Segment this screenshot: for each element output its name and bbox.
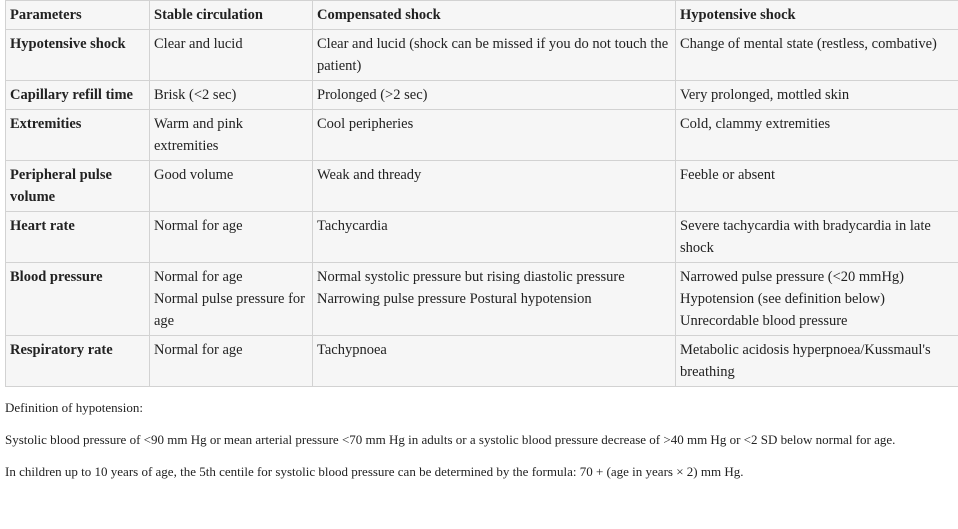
cell-line: Change of mental state (restless, combative): [680, 36, 937, 52]
cell-line: Brisk (<2 sec): [154, 87, 237, 103]
cell-line: Cool peripheries: [317, 116, 414, 132]
table-row: [6, 30, 958, 81]
cell-line: Warm and pink extremities: [154, 116, 244, 154]
hypotensive-shock-cell: [676, 212, 958, 263]
compensated-shock-cell: [313, 161, 676, 212]
cell-line: Clear and lucid (shock can be missed if you do not touch the patient): [317, 36, 669, 74]
column-header-parameters: Parameters: [6, 1, 150, 30]
table-row: [6, 263, 958, 336]
cell-line: Severe tachycardia with bradycardia in late shock: [680, 218, 931, 256]
content-wrapper: [5, 0, 958, 483]
table-row: [6, 212, 958, 263]
table-row: [6, 161, 958, 212]
cell-line: Tachypnoea: [317, 342, 387, 358]
compensated-shock-cell: [313, 110, 676, 161]
cell-line: Narrowed pulse pressure (<20 mmHg): [680, 269, 905, 285]
hypotensive-shock-cell: [676, 263, 958, 336]
cell-line: Normal systolic pressure but rising diastolic pressure: [317, 269, 625, 285]
column-header-hypotensive-shock: Hypotensive shock: [676, 1, 958, 30]
cell-line: Clear and lucid: [154, 36, 243, 52]
compensated-shock-cell: [313, 81, 676, 110]
definition-text: Systolic blood pressure of <90 mm Hg or mean arterial pressure <70 mm Hg in adults or a systolic blood pressure decrease of >40 mm Hg or <2 SD below normal for age.: [5, 432, 896, 447]
cell-line: Metabolic acidosis hyperpnoea/Kussmaul's breathing: [680, 342, 931, 380]
stable-circulation-cell: [150, 161, 313, 212]
table-row: [6, 81, 958, 110]
cell-line: Normal for age: [154, 218, 243, 234]
table-row: [6, 336, 958, 387]
stable-circulation-cell: [150, 212, 313, 263]
cell-line: Unrecordable blood pressure: [680, 313, 848, 329]
children-formula-text: In children up to 10 years of age, the 5th centile for systolic blood pressure can be determined by the formula: 70 + (age in years × 2) mm Hg.: [5, 464, 744, 479]
cell-line: Narrowing pulse pressure Postural hypotension: [317, 291, 592, 307]
hypotensive-shock-cell: [676, 110, 958, 161]
compensated-shock-cell: [313, 212, 676, 263]
cell-line: Normal for age: [154, 269, 243, 285]
parameter-cell: Peripheral pulse volume: [6, 161, 150, 212]
parameter-cell: Extremities: [6, 110, 150, 161]
parameter-cell: Heart rate: [6, 212, 150, 263]
notes-section: [5, 397, 958, 483]
hypotensive-shock-cell: [676, 81, 958, 110]
stable-circulation-cell: [150, 336, 313, 387]
cell-line: Hypotension (see definition below): [680, 291, 885, 307]
compensated-shock-cell: [313, 30, 676, 81]
hypotensive-shock-cell: [676, 30, 958, 81]
parameter-cell: Respiratory rate: [6, 336, 150, 387]
cell-line: Feeble or absent: [680, 167, 776, 183]
cell-line: Tachycardia: [317, 218, 388, 234]
compensated-shock-cell: [313, 263, 676, 336]
parameter-cell: Blood pressure: [6, 263, 150, 336]
cell-line: Normal for age: [154, 342, 243, 358]
cell-line: Normal pulse pressure for age: [154, 291, 305, 329]
cell-line: Cold, clammy extremities: [680, 116, 831, 132]
compensated-shock-cell: [313, 336, 676, 387]
parameter-cell: Hypotensive shock: [6, 30, 150, 81]
stable-circulation-cell: [150, 30, 313, 81]
parameter-cell: Capillary refill time: [6, 81, 150, 110]
column-header-compensated-shock: Compensated shock: [313, 1, 676, 30]
table-header-row: [6, 1, 958, 30]
stable-circulation-cell: [150, 263, 313, 336]
cell-line: Prolonged (>2 sec): [317, 87, 428, 103]
column-header-stable-circulation: Stable circulation: [150, 1, 313, 30]
shock-comparison-table: [5, 0, 958, 387]
table-body: [6, 30, 958, 387]
cell-line: Very prolonged, mottled skin: [680, 87, 850, 103]
stable-circulation-cell: [150, 81, 313, 110]
cell-line: Good volume: [154, 167, 234, 183]
hypotensive-shock-cell: [676, 336, 958, 387]
table-row: [6, 110, 958, 161]
hypotensive-shock-cell: [676, 161, 958, 212]
cell-line: Weak and thready: [317, 167, 422, 183]
stable-circulation-cell: [150, 110, 313, 161]
definition-heading: Definition of hypotension:: [5, 400, 143, 415]
